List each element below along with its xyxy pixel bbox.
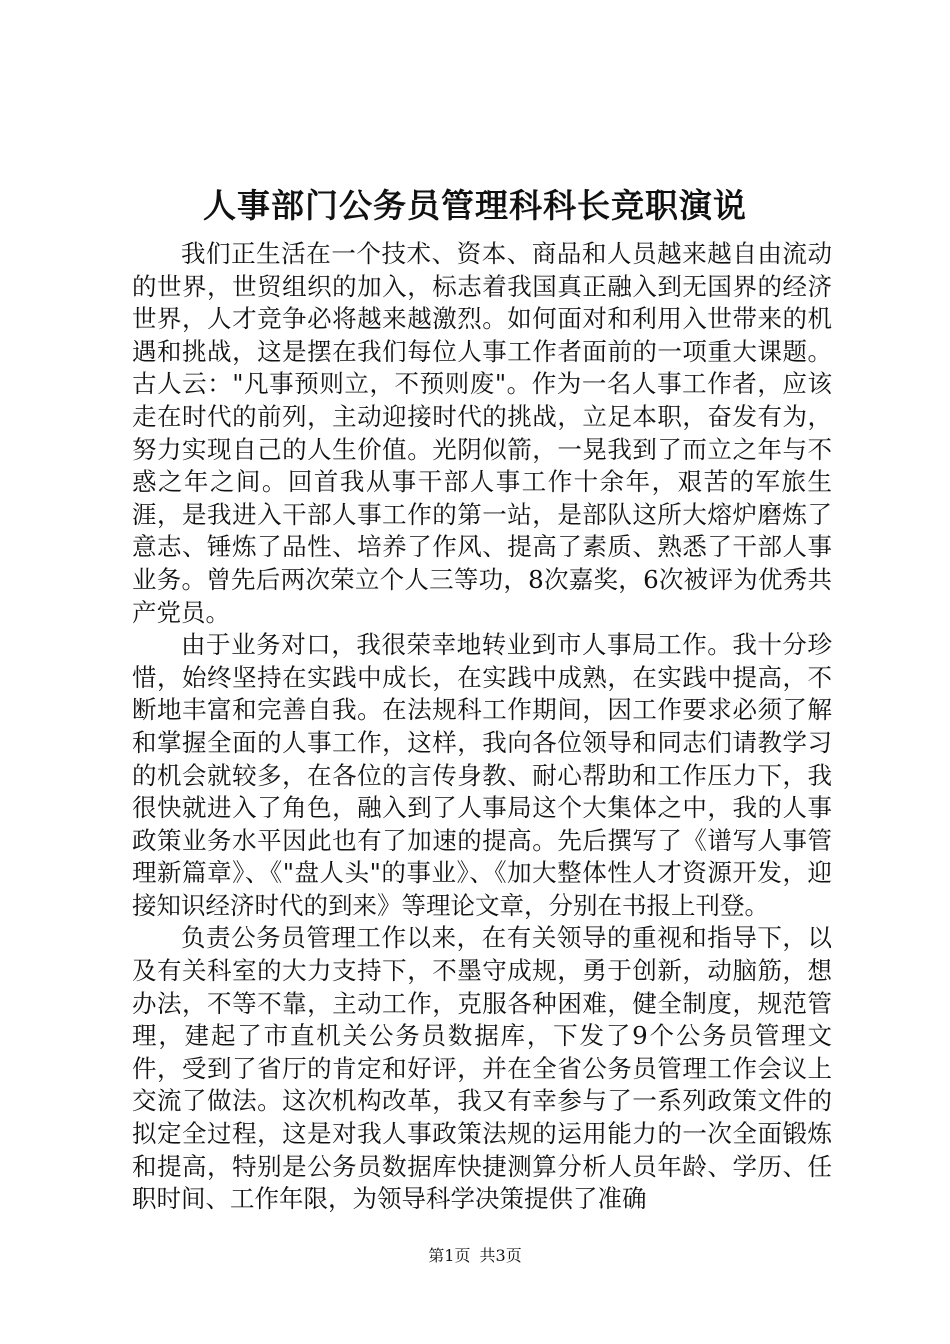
- page-footer: [0, 1245, 950, 1267]
- page-number: 第1页: [428, 1246, 471, 1265]
- page-total: 共3页: [479, 1246, 522, 1265]
- paragraph-3: 负责公务员管理工作以来，在有关领导的重视和指导下，以及有关科室的大力支持下，不墨守成规，勇于创新，动脑筋，想办法，不等不靠，主动工作，克服各种困难，健全制度，规范管理，建起了市直机关公务员数据库，下发了9个公务员管理文件，受到了省厅的肯定和好评，并在全省公务员管理工作会议上交流了做法。这次机构改革，我又有幸参与了一系列政策文件的拟定全过程，这是对我人事政策法规的运用能力的一次全面锻炼和提高，特别是公务员数据库快捷测算分析人员年龄、学历、任职时间、工作年限，为领导科学决策提供了准确: [132, 923, 832, 1214]
- paragraph-1: 我们正生活在一个技术、资本、商品和人员越来越自由流动的世界，世贸组织的加入，标志着我国真正融入到无国界的经济世界，人才竞争必将越来越激烈。如何面对和利用入世带来的机遇和挑战，这是摆在我们每位人事工作者面前的一项重大课题。古人云："凡事预则立，不预则废"。作为一名人事工作者，应该走在时代的前列，主动迎接时代的挑战，立足本职，奋发有为，努力实现自己的人生价值。光阴似箭，一晃我到了而立之年与不惑之年之间。回首我从事干部人事工作十余年，艰苦的军旅生涯，是我进入干部人事工作的第一站，是部队这所大熔炉磨炼了意志、锤炼了品性、培养了作风、提高了素质、熟悉了干部人事业务。曾先后两次荣立个人三等功，8次嘉奖，6次被评为优秀共产党员。: [132, 239, 832, 627]
- page-title: 人事部门公务员管理科科长竞职演说: [203, 186, 747, 225]
- paragraph-2: 由于业务对口，我很荣幸地转业到市人事局工作。我十分珍惜，始终坚持在实践中成长，在实践中成熟，在实践中提高，不断地丰富和完善自我。在法规科工作期间，因工作要求必须了解和掌握全面的人事工作，这样，我向各位领导和同志们请教学习的机会就较多，在各位的言传身教、耐心帮助和工作压力下，我很快就进入了角色，融入到了人事局这个大集体之中，我的人事政策业务水平因此也有了加速的提高。先后撰写了《谱写人事管理新篇章》、《"盘人头"的事业》、《加大整体性人才资源开发，迎接知识经济时代的到来》等理论文章，分别在书报上刊登。: [132, 630, 832, 920]
- document-body: [132, 238, 832, 1216]
